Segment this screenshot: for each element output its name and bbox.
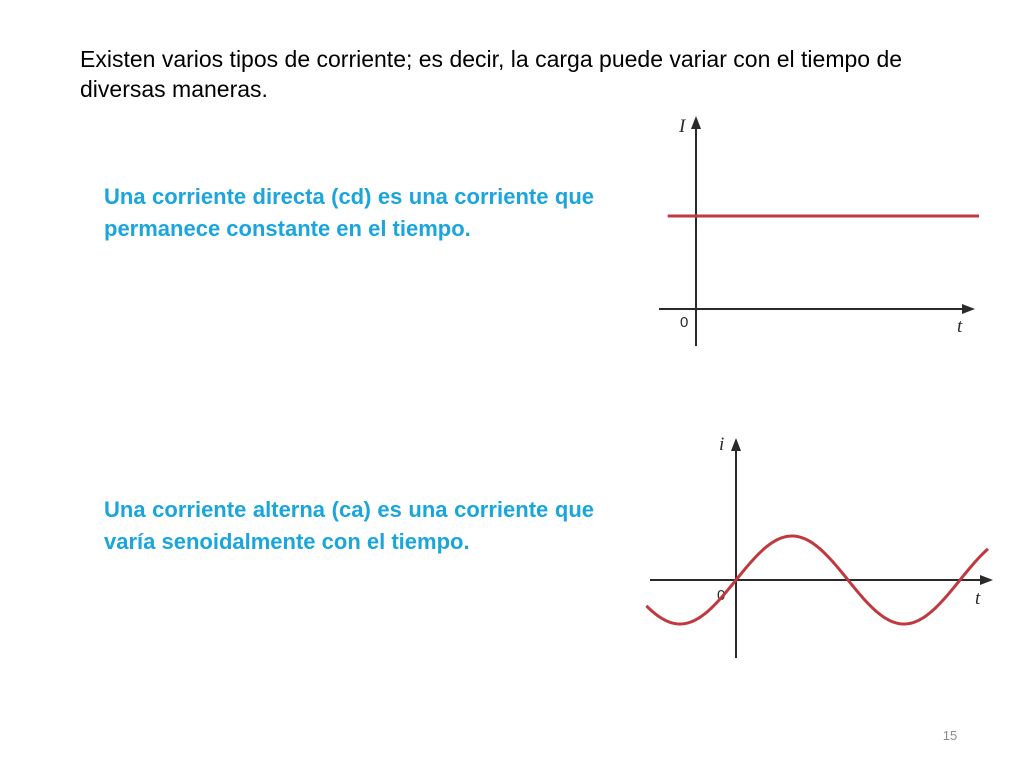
ac-y-arrow bbox=[731, 438, 741, 451]
intro-text: Existen varios tipos de corriente; es decir, la carga puede variar con el tiempo de diversas maneras. bbox=[80, 46, 903, 102]
ac-x-axis-label: t bbox=[975, 588, 981, 609]
dc-origin-label: 0 bbox=[680, 314, 689, 331]
dc-y-arrow bbox=[691, 116, 701, 129]
dc-x-arrow bbox=[962, 304, 975, 314]
ac-y-axis-label: i bbox=[719, 434, 725, 455]
ac-definition: Una corriente alterna (ca) es una corriente que varía senoidalmente con el tiempo. bbox=[104, 497, 594, 554]
page-number: 15 bbox=[942, 728, 958, 743]
dc-y-axis-label: I bbox=[679, 116, 686, 137]
ac-current-graph bbox=[645, 430, 1000, 662]
dc-current-graph bbox=[655, 110, 985, 350]
dc-x-axis-label: t bbox=[957, 316, 963, 337]
dc-definition: Una corriente directa (cd) es una corriente que permanece constante en el tiempo. bbox=[104, 184, 594, 241]
ac-x-arrow bbox=[980, 575, 993, 585]
ac-origin-label: 0 bbox=[717, 587, 726, 604]
